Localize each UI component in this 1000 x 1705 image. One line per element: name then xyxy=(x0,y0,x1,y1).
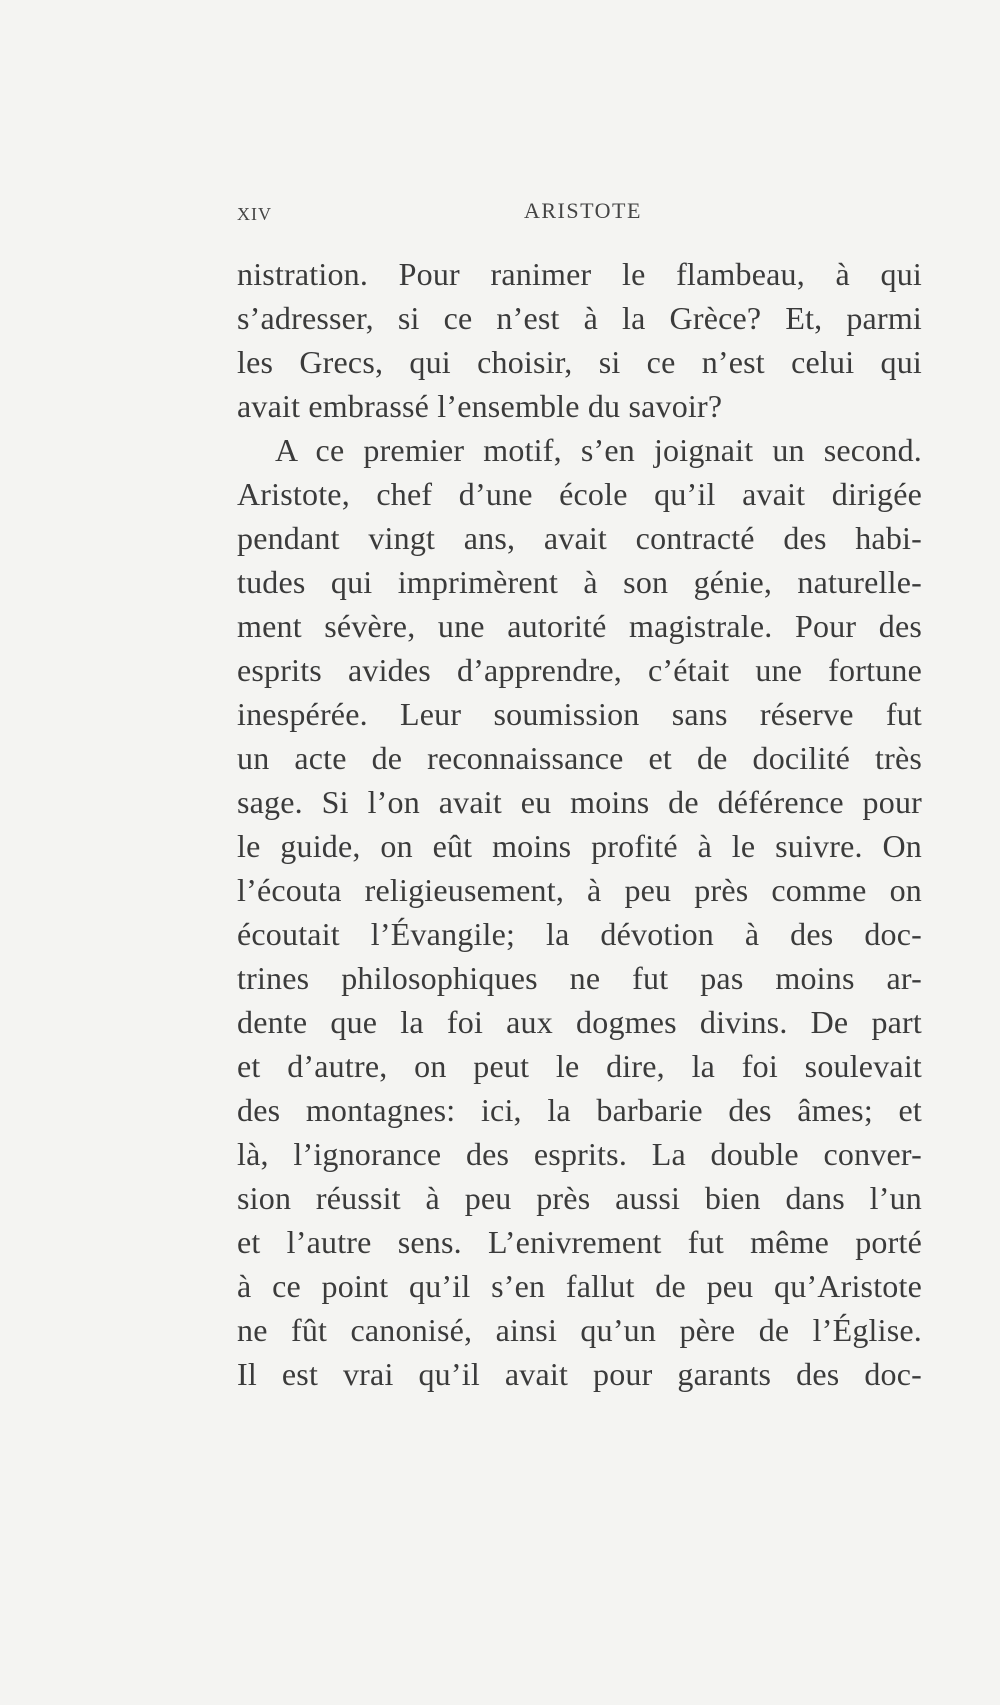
text-line: nistration. Pour ranimer le flambeau, à qui xyxy=(237,256,922,292)
text-line: inespérée. Leur soumission sans réserve fut xyxy=(237,696,922,732)
text-line: des montagnes: ici, la barbarie des âmes; et xyxy=(237,1092,922,1128)
text-line: à ce point qu’il s’en fallut de peu qu’Aristote xyxy=(237,1268,922,1304)
text-line: le guide, on eût moins profité à le suivre. On xyxy=(237,828,922,864)
text-line: avait embrassé l’ensemble du savoir? xyxy=(237,388,723,424)
text-line: esprits avides d’apprendre, c’était une fortune xyxy=(237,652,922,688)
text-line: les Grecs, qui choisir, si ce n’est celui qui xyxy=(237,344,922,380)
text-line: l’écouta religieusement, à peu près comme on xyxy=(237,872,922,908)
text-line: ne fût canonisé, ainsi qu’un père de l’Église. xyxy=(237,1312,922,1348)
text-line: Il est vrai qu’il avait pour garants des doc- xyxy=(237,1356,922,1392)
body-text xyxy=(237,252,922,1396)
text-line: là, l’ignorance des esprits. La double conver- xyxy=(237,1136,922,1172)
text-line: dente que la foi aux dogmes divins. De part xyxy=(237,1004,922,1040)
text-line: écoutait l’Évangile; la dévotion à des doc- xyxy=(237,916,922,952)
text-line: sion réussit à peu près aussi bien dans l’un xyxy=(237,1180,922,1216)
text-line: A ce premier motif, s’en joignait un second. xyxy=(275,432,922,468)
text-line: et d’autre, on peut le dire, la foi soulevait xyxy=(237,1048,922,1084)
running-title: ARISTOTE xyxy=(524,198,642,223)
text-line: trines philosophiques ne fut pas moins ar- xyxy=(237,960,922,996)
text-line: Aristote, chef d’une école qu’il avait dirigée xyxy=(237,476,922,512)
text-line: pendant vingt ans, avait contracté des habi- xyxy=(237,520,922,556)
text-line: tudes qui imprimèrent à son génie, naturelle- xyxy=(237,564,922,600)
page-number: XIV xyxy=(237,204,272,224)
text-line: ment sévère, une autorité magistrale. Pour des xyxy=(237,608,922,644)
text-line: et l’autre sens. L’enivrement fut même porté xyxy=(237,1224,922,1260)
text-line: un acte de reconnaissance et de docilité très xyxy=(237,740,922,776)
running-head xyxy=(237,198,922,234)
text-line: sage. Si l’on avait eu moins de déférence pour xyxy=(237,784,922,820)
text-line: s’adresser, si ce n’est à la Grèce? Et, parmi xyxy=(237,300,922,336)
